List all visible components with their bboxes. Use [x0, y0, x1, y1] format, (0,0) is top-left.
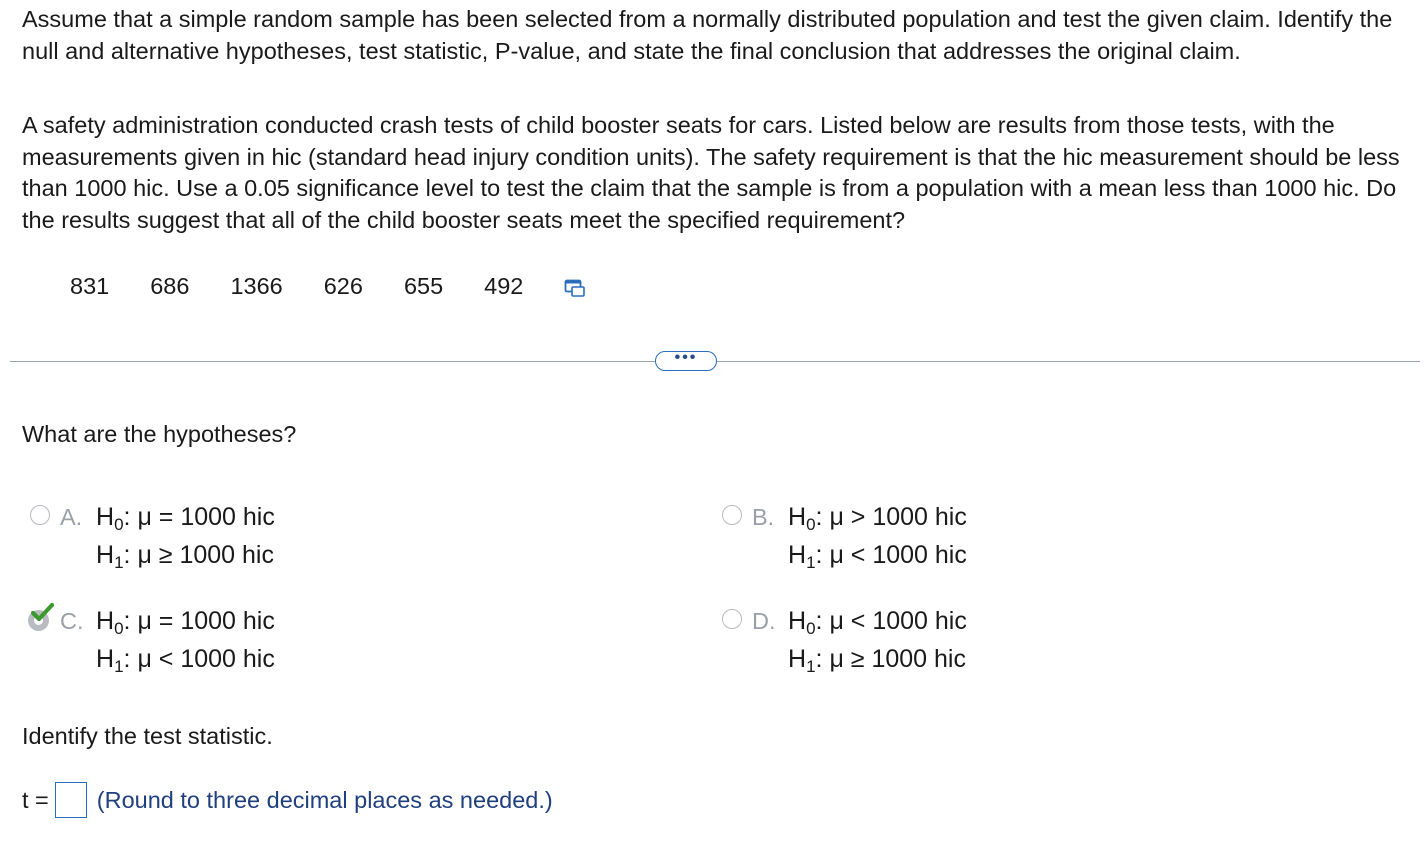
- data-value: 492: [484, 272, 524, 299]
- data-values-row: [70, 270, 586, 302]
- null-hypothesis: $H_0$: μ = 1000 hic: [96, 607, 275, 638]
- instructions-text: Assume that a simple random sample has been selected from a normally distributed population and test the given claim. Identify the null and alternative hypotheses, test statistic, P-value, and state the final conclusion that addresses the original claim.: [22, 6, 1393, 64]
- test-statistic-input[interactable]: [55, 782, 87, 818]
- hypothesis-pair: [788, 501, 967, 577]
- option-b[interactable]: [722, 501, 967, 577]
- hypothesis-pair: [96, 501, 275, 577]
- copy-data-icon[interactable]: [564, 277, 586, 299]
- option-c[interactable]: [28, 605, 275, 681]
- h1-relation: μ < 1000 hic: [137, 645, 275, 673]
- problem-text: A safety administration conducted crash tests of child booster seats for cars. Listed below are results from those tests, with the measurements given in hic (standard head injury condition units). The safety requirement is that the hic measurement should be less than 1000 hic. Use a 0.05 significance level to test the claim that the sample is from a population with a mean less than 1000 hic. Do the results suggest that all of the child booster seats meet the specified requirement?: [22, 112, 1400, 233]
- hypotheses-question: What are the hypotheses?: [22, 421, 297, 447]
- data-value: 1366: [230, 272, 283, 299]
- null-hypothesis: $H_0$: μ = 1000 hic: [96, 503, 275, 534]
- rounding-hint: (Round to three decimal places as needed.): [96, 786, 553, 813]
- alt-hypothesis: $H_1$: μ < 1000 hic: [96, 645, 275, 676]
- data-value: 686: [150, 272, 190, 299]
- h0-relation: μ < 1000 hic: [829, 607, 967, 635]
- hypothesis-pair: [96, 605, 275, 681]
- data-value: 626: [323, 272, 363, 299]
- radio-button-selected[interactable]: [28, 609, 50, 631]
- option-a[interactable]: [30, 501, 275, 577]
- h1-relation: μ ≥ 1000 hic: [829, 645, 966, 673]
- h1-relation: μ ≥ 1000 hic: [137, 541, 274, 569]
- data-value: 655: [403, 272, 444, 299]
- checkmark-icon: [31, 603, 55, 623]
- option-d[interactable]: [722, 605, 967, 681]
- option-letter: A.: [60, 504, 83, 530]
- alt-hypothesis: $H_1$: μ < 1000 hic: [788, 541, 967, 572]
- data-value: 831: [70, 272, 110, 299]
- h0-relation: μ = 1000 hic: [137, 503, 275, 531]
- more-options-button[interactable]: •••: [655, 351, 717, 371]
- alt-hypothesis: $H_1$: μ ≥ 1000 hic: [788, 645, 966, 676]
- test-statistic-question: Identify the test statistic.: [22, 723, 273, 749]
- h1-relation: μ < 1000 hic: [829, 541, 967, 569]
- t-label: t =: [22, 786, 49, 813]
- alt-hypothesis: $H_1$: μ ≥ 1000 hic: [96, 541, 274, 572]
- hypothesis-pair: [788, 605, 967, 681]
- option-letter: C.: [60, 608, 84, 634]
- option-letter: B.: [752, 504, 775, 530]
- option-letter: D.: [752, 608, 776, 634]
- h0-relation: μ > 1000 hic: [829, 503, 967, 531]
- null-hypothesis: $H_0$: μ < 1000 hic: [788, 607, 967, 638]
- h0-relation: μ = 1000 hic: [137, 607, 275, 635]
- radio-button[interactable]: [30, 505, 50, 525]
- null-hypothesis: $H_0$: μ > 1000 hic: [788, 503, 967, 534]
- test-statistic-answer-row: [22, 780, 553, 820]
- radio-button[interactable]: [722, 609, 742, 629]
- radio-button[interactable]: [722, 505, 742, 525]
